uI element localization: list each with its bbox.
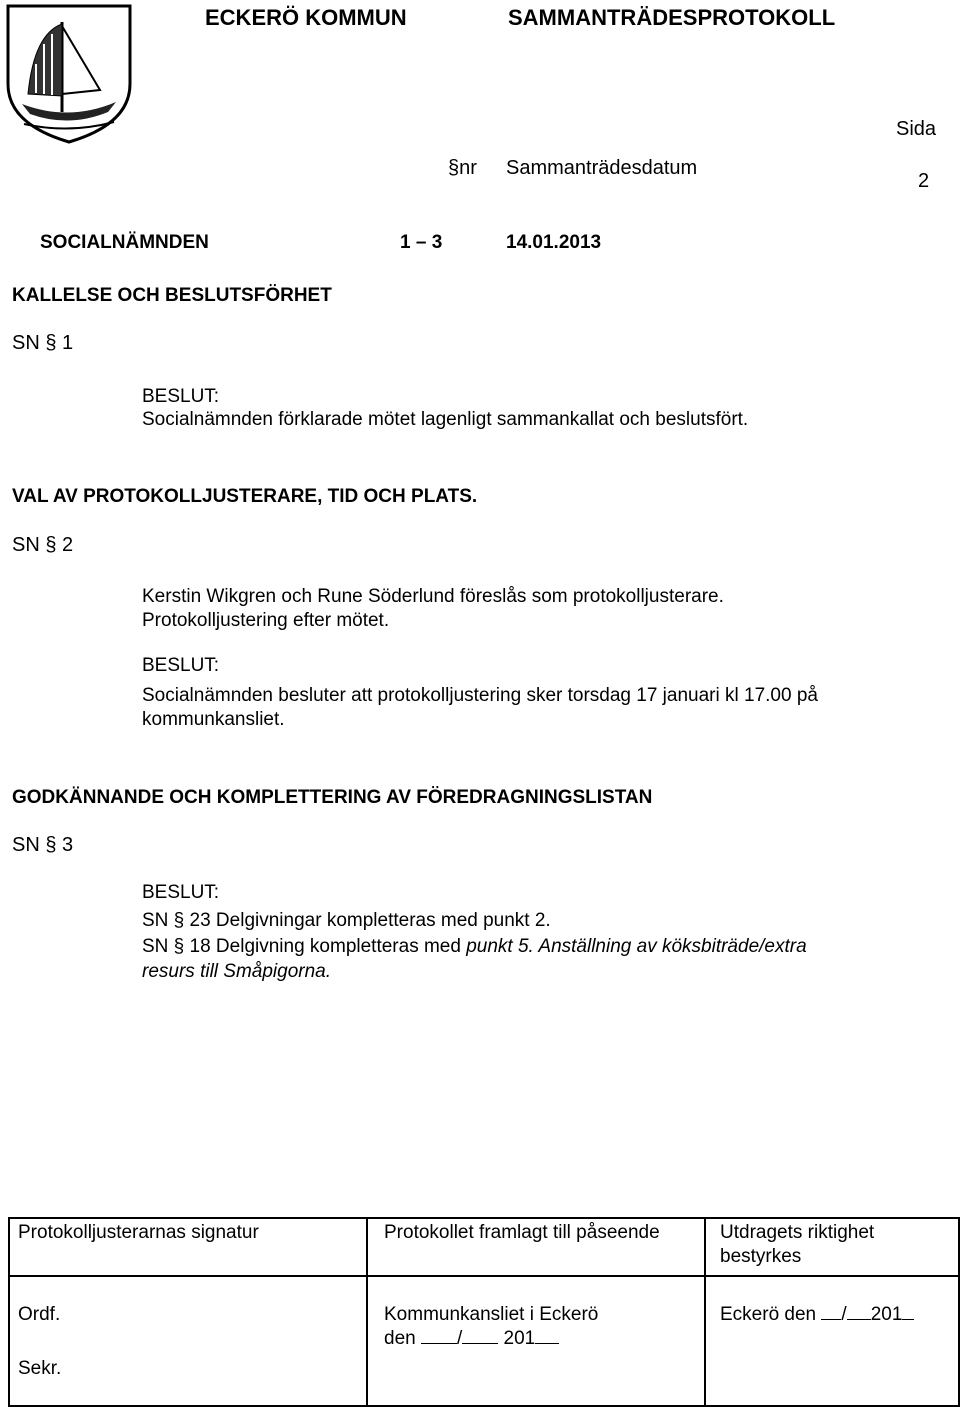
nr-label: §nr	[448, 157, 477, 179]
year-blank	[535, 1327, 559, 1344]
table-col-divider-1	[366, 1219, 368, 1405]
secretary-label: Sekr.	[18, 1358, 62, 1379]
document-type: SAMMANTRÄDESPROTOKOLL	[508, 5, 836, 30]
posting-column-heading: Protokollet framlagt till påseende	[384, 1222, 660, 1243]
section-ref-3: SN § 3	[12, 834, 74, 856]
decision-text-3b-main: SN § 18 Delgivning kompletteras med	[142, 936, 461, 957]
section-heading-3: GODKÄNNANDE OCH KOMPLETTERING AV FÖREDRAGNINGSLISTAN	[12, 787, 653, 808]
decision-text-2a: Socialnämnden besluter att protokolljustering sker torsdag 17 januari kl 17.00 på	[142, 685, 818, 706]
posting-year: 201	[503, 1328, 536, 1349]
meeting-date-label: Sammanträdesdatum	[506, 157, 698, 179]
section-heading-2: VAL AV PROTOKOLLJUSTERARE, TID OCH PLATS.	[12, 486, 478, 507]
certification-date-line: Eckerö den / 201	[720, 1303, 914, 1327]
decision-label-2: BESLUT:	[142, 655, 220, 676]
section-ref-2: SN § 2	[12, 534, 74, 556]
certification-column-heading: Utdragets riktighet bestyrkes	[720, 1222, 875, 1267]
municipal-coat-of-arms-logo	[4, 4, 134, 144]
chair-label: Ordf.	[18, 1304, 61, 1325]
cert-day-blank	[821, 1303, 841, 1320]
posting-date-line: den / 201	[384, 1327, 559, 1351]
signature-column-heading: Protokolljusterarnas signatur	[18, 1222, 259, 1243]
section-ref-1: SN § 1	[12, 332, 74, 354]
cert-year-blank	[902, 1303, 914, 1320]
decision-label-1: BESLUT:	[142, 386, 220, 407]
section-heading-1: KALLELSE OCH BESLUTSFÖRHET	[12, 285, 332, 306]
day-blank	[421, 1327, 457, 1344]
table-col-divider-2	[704, 1219, 706, 1405]
posting-den: den	[384, 1328, 416, 1349]
decision-text-3b	[142, 936, 807, 958]
page-label: Sida	[896, 118, 937, 140]
decision-text-2b: kommunkansliet.	[142, 709, 285, 730]
municipality-name: ECKERÖ KOMMUN	[205, 5, 407, 30]
posting-place: Kommunkansliet i Eckerö	[384, 1304, 599, 1325]
paragraph-range: 1 – 3	[400, 232, 443, 253]
decision-text-1: Socialnämnden förklarade mötet lagenligt sammankallat och beslutsfört.	[142, 409, 749, 430]
proposal-text-2: Protokolljustering efter mötet.	[142, 610, 390, 631]
decision-text-3c: resurs till Småpigorna.	[142, 961, 332, 982]
certification-place: Eckerö den	[720, 1304, 817, 1325]
signature-table	[8, 1217, 960, 1407]
nr-label-text: nr	[459, 157, 477, 179]
decision-text-3b-italic: punkt 5. Anställning av köksbiträde/extra	[466, 936, 807, 957]
month-blank	[462, 1327, 498, 1344]
decision-label-3: BESLUT:	[142, 882, 220, 903]
decision-text-3a: SN § 23 Delgivningar kompletteras med punkt 2.	[142, 910, 551, 931]
table-row-divider	[10, 1275, 958, 1277]
proposal-text-1: Kerstin Wikgren och Rune Söderlund föreslås som protokolljusterare.	[142, 586, 724, 607]
page-number: 2	[918, 170, 930, 192]
committee-name: SOCIALNÄMNDEN	[40, 232, 209, 253]
cert-month-blank	[847, 1303, 871, 1320]
meeting-date: 14.01.2013	[506, 232, 602, 253]
certification-year: 201	[870, 1304, 903, 1325]
